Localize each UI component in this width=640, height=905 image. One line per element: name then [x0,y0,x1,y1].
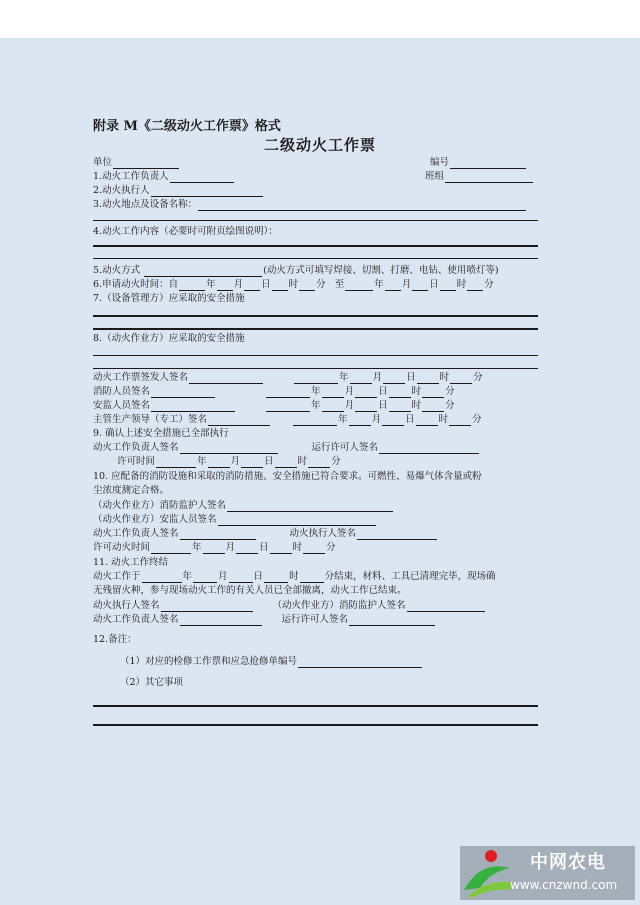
supervisor-sign-label-3: 动火工作负责人签名 [93,614,179,625]
executor-row [93,185,264,197]
date-part-field[interactable] [355,401,377,412]
fire-measures-label: 8.（动火作业方）应采取的安全措施 [93,333,245,344]
date-unit-label: 时 [411,386,422,397]
date-unit-label: 分 [473,372,483,383]
supervisor-label: 1.动火工作负责人 [93,171,169,182]
date-part-field[interactable] [266,401,310,412]
date-part-field[interactable] [241,457,263,468]
remarks-row [93,634,137,646]
unit-field[interactable] [113,158,179,169]
date-unit-label: 年 [192,542,202,553]
date-part-field[interactable] [345,280,373,291]
location-row [93,199,527,211]
remark1-field[interactable] [298,657,422,668]
date-unit-label: 日 [261,279,271,290]
date-unit-label: 日 [264,456,274,467]
date-part-field[interactable] [208,457,230,468]
content-label: 4.动火工作内容（必要时可附页绘图说明）： [93,226,278,237]
watermark-logo [460,846,635,900]
end-time-row [93,571,496,583]
spacer: 尘浓度测定合格。 [93,485,170,496]
fire-staff-row [93,386,455,398]
issuer-label: 动火工作票签发人签名 [93,372,189,383]
fire-monitor-field-2[interactable] [407,601,485,612]
unit-label: 单位 [93,157,113,168]
number-row [430,157,527,169]
date-part-field[interactable] [308,457,330,468]
date-unit-label: 年 [197,456,207,467]
executor-sign-field-2[interactable] [161,601,253,612]
date-part-field[interactable] [270,543,292,554]
team-row [425,171,534,183]
date-part-field[interactable] [383,373,405,384]
date-unit-label: 月 [372,372,383,383]
content-row [93,226,278,238]
date-part-field[interactable] [450,373,472,384]
date-unit-label: 日 [259,542,269,553]
fire-measures-line-1[interactable] [93,355,538,356]
operation-permit-field[interactable] [379,443,479,454]
date-unit-label: 分 [326,542,336,553]
executor-label: 2.动火执行人 [93,185,150,196]
method-note: (动火方式可填写焊接、切割、打磨、电钻、使用喷灯等) [263,265,499,276]
date-part-field[interactable] [229,572,253,583]
remark2-line-2[interactable] [93,724,538,726]
date-part-field[interactable] [266,387,310,398]
date-part-field[interactable] [300,572,324,583]
executor-sign-label: 动火执行人签名 [289,528,357,539]
end-text-row [93,585,407,597]
remarks-label: 12.备注： [93,634,137,645]
date-part-field[interactable] [244,280,260,291]
spacer: 无残留火种，参与现场动火工作的有关人员已全部撤离，动火工作已结束。 [93,585,407,596]
date-part-field[interactable] [422,401,444,412]
team-field[interactable] [445,172,533,183]
date-part-field[interactable] [389,387,411,398]
date-unit-label: 时 [292,542,303,553]
spacer: 分结束，材料、工具已清理完毕，现场确 [324,571,496,582]
remark1-row [120,656,423,668]
safety-staff-row [93,400,455,412]
form-title: 二级动火工作票 [263,136,376,154]
supervisor-field[interactable] [170,172,234,183]
equip-measures-row [93,293,245,305]
date-unit-label: 日 [406,372,416,383]
date-unit-label: 月 [230,456,241,467]
equip-measures-label: 7.（设备管理方）应采取的安全措施 [93,293,245,304]
date-unit-label: 月 [218,571,228,582]
fire-staff-label: 消防人员签名 [93,386,151,397]
date-part-field[interactable] [416,415,438,426]
operation-permit-label-2: 运行许可人签名 [281,614,349,625]
date-unit-label: 日 [429,279,439,290]
date-unit-label: 日 [405,414,415,425]
date-unit-label: 年 [338,414,348,425]
fire-measures-row [93,333,245,345]
watermark-url: www.cnzwnd.com [510,878,618,892]
date-part-field[interactable] [350,373,372,384]
confirm-sign-row [93,442,480,454]
date-part-field[interactable] [422,387,444,398]
date-unit-label: 月 [233,279,244,290]
date-unit-label: 年 [311,386,321,397]
date-part-field[interactable] [303,543,325,554]
issuer-row [93,372,483,384]
fire-staff-field[interactable] [151,387,215,398]
date-part-field[interactable] [193,572,217,583]
location-label: 3.动火地点及设备名称： [93,199,198,210]
date-unit-label: 时 [439,372,450,383]
date-unit-label: 分 [331,456,341,467]
date-part-field[interactable] [322,401,344,412]
date-part-field[interactable] [203,543,225,554]
issuer-field[interactable] [189,373,263,384]
method-field[interactable] [144,266,262,277]
date-part-field[interactable] [156,457,196,468]
confirm-row [93,428,229,440]
end-title-row [93,557,168,569]
remark1-label: （1）对应的检修工作票和应急抢修单编号 [120,656,298,667]
date-unit-label: 时 [289,571,299,582]
cnzwnd-logo-icon [460,846,514,900]
date-unit-label: 分 [484,279,494,290]
apply-time-label: 6.申请动火时间：自 [93,279,179,290]
method-label: 5.动火方式 [93,265,141,276]
date-part-field[interactable] [275,457,297,468]
date-part-field[interactable] [382,415,404,426]
date-unit-label: 时 [288,279,299,290]
date-part-field[interactable] [264,572,288,583]
date-unit-label: 年 [182,571,193,582]
leader-field[interactable] [208,415,270,426]
date-part-field[interactable] [272,280,288,291]
date-part-field[interactable] [179,280,205,291]
item10-line1 [93,471,482,483]
date-part-field[interactable] [349,415,371,426]
end-title: 11. 动火工作终结 [93,557,169,568]
content-line-2[interactable] [93,258,538,259]
date-part-field[interactable] [299,280,315,291]
date-unit-label: 日 [378,400,388,411]
safety-staff-label: 安监人员签名 [93,400,151,411]
watermark-name: 中网农电 [530,852,606,873]
date-unit-label: 日 [378,386,388,397]
date-part-field[interactable] [440,280,456,291]
equip-measures-line-1[interactable] [93,315,538,317]
equip-measures-line-2[interactable] [93,328,538,330]
team-label: 班组 [425,171,445,182]
supervisor-sign-field-2[interactable] [180,529,256,540]
date-part-field[interactable] [151,543,191,554]
safety-person-label: （动火作业方）安监人员签名 [93,514,217,525]
unit-row [93,157,180,169]
supervisor-sign-field-3[interactable] [180,615,262,626]
method-row [93,265,499,277]
date-unit-label: 月 [225,542,236,553]
leader-label: 主管生产领导（专工）签名 [93,414,208,425]
fire-monitor-row [93,500,394,512]
spacer: 动火工作于 [93,571,141,582]
executor-field[interactable] [151,186,263,197]
date-unit-label: 时 [411,400,422,411]
date-part-field[interactable] [417,373,439,384]
fire-measures-line-2[interactable] [93,368,538,369]
date-unit-label: 年 [374,279,384,290]
top-margin [0,0,640,38]
date-unit-label: 时 [438,414,449,425]
date-part-field[interactable] [355,387,377,398]
supervisor-sign-label: 动火工作负责人签名 [93,442,179,453]
remark2-row [120,677,183,689]
fire-permit-time-row [93,542,336,554]
location-field[interactable] [198,200,526,211]
date-unit-label: 分 [445,386,455,397]
date-unit-label: 分 [472,414,482,425]
date-unit-label: 日 [253,571,264,582]
date-part-field[interactable] [322,387,344,398]
fire-monitor-field[interactable] [227,501,393,512]
date-part-field[interactable] [293,415,337,426]
safety-person-field[interactable] [218,515,376,526]
date-part-field[interactable] [385,280,401,291]
date-unit-label: 月 [371,414,382,425]
end-sign-row-1 [93,600,486,612]
executor-sign-field[interactable] [357,529,437,540]
fire-monitor-label: （动火作业方）消防监护人签名 [93,500,227,511]
date-unit-label: 月 [401,279,412,290]
number-label: 编号 [430,157,450,168]
end-sign-row-2 [93,614,436,626]
item10-line2 [93,485,169,497]
date-part-field[interactable] [389,401,411,412]
appendix-heading: 附录 M《二级动火工作票》格式 [93,119,281,134]
date-part-field[interactable] [294,373,338,384]
date-unit-label: 年 [311,400,321,411]
safety-person-row [93,514,377,526]
supervisor-sign-field[interactable] [180,443,278,454]
date-part-field[interactable] [217,280,233,291]
date-unit-label: 年 [206,279,216,290]
permit-time-label: 许可时间 [117,456,156,467]
operation-permit-field-2[interactable] [349,615,435,626]
remark2-label: （2）其它事项 [120,677,184,688]
location-line-2[interactable] [93,220,538,221]
date-part-field[interactable] [467,280,483,291]
date-unit-label: 分 [316,279,326,290]
executor-sign-label-2: 动火执行人签名 [93,600,160,611]
number-field[interactable] [450,158,526,169]
to-label: 至 [334,279,345,290]
supervisor-sign-label-2: 动火工作负责人签名 [93,528,179,539]
safety-staff-field[interactable] [151,401,235,412]
fire-monitor-label-2: （动火作业方）消防监护人签名 [272,600,406,611]
operation-permit-label: 运行许可人签名 [311,442,379,453]
confirm-label: 9. 确认上述安全措施已全部执行 [93,428,229,439]
leader-row [93,414,482,426]
date-unit-label: 月 [344,386,355,397]
fire-permit-time-label: 许可动火时间 [93,542,151,553]
supervisor-executor-row [93,528,438,540]
spacer: 10. 应配备的消防设施和采取的消防措施、安全措施已符合要求。可燃性、易爆气体含量或粉 [93,471,482,482]
apply-time-row [93,279,494,291]
date-unit-label: 年 [339,372,349,383]
date-part-field[interactable] [412,280,428,291]
content-line-1[interactable] [93,245,538,247]
date-unit-label: 分 [445,400,455,411]
date-part-field[interactable] [142,572,182,583]
date-unit-label: 月 [344,400,355,411]
remark2-line-1[interactable] [93,705,538,707]
date-unit-label: 时 [297,456,308,467]
date-unit-label: 时 [456,279,467,290]
permit-time-row [117,456,341,468]
date-part-field[interactable] [236,543,258,554]
date-part-field[interactable] [449,415,471,426]
supervisor-row [93,171,235,183]
